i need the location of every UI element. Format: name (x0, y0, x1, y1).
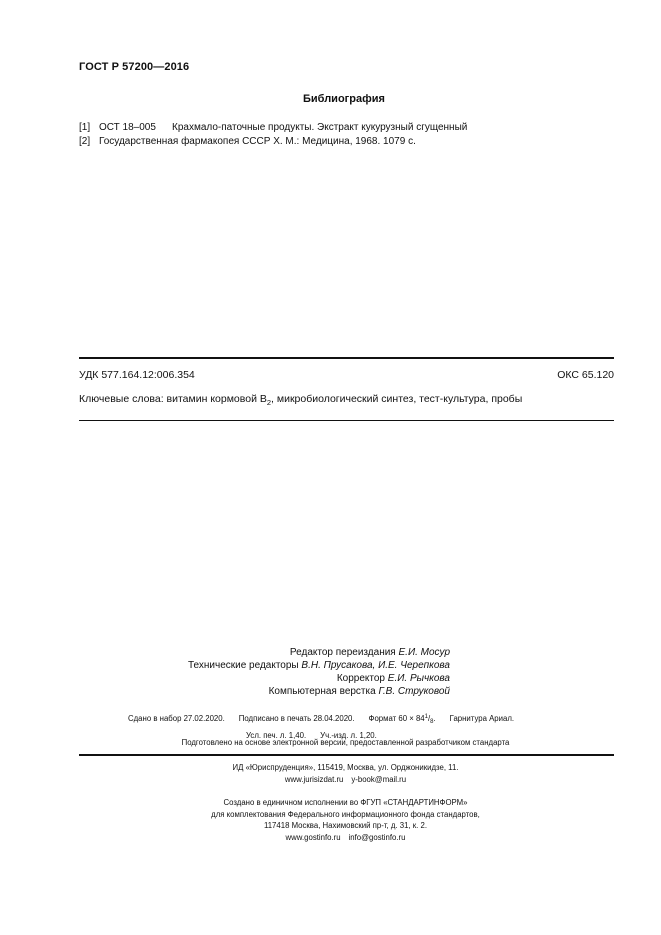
printer-site: www.gostinfo.ru (285, 832, 341, 842)
publisher-contacts (30, 774, 661, 786)
credit-tech-names: В.Н. Прусакова, И.Е. Черепкова (301, 660, 450, 671)
format-sup: 1 (424, 714, 428, 720)
format-sub: 8 (430, 719, 434, 725)
printer-email: info@gostinfo.ru (348, 832, 406, 842)
print-sheets: Усл. печ. л. 1,40. (246, 731, 307, 740)
format-slash: / (427, 714, 431, 723)
credit-layout-label: Компьютерная верстка (268, 686, 376, 697)
publisher-site: www.jurisizdat.ru (284, 775, 344, 784)
credit-layout-name: Г.В. Струковой (378, 686, 450, 697)
credit-editor-name: Е.И. Мосур (398, 647, 450, 658)
publisher-block (0, 762, 661, 786)
oks-code: ОКС 65.120 (557, 369, 614, 381)
credit-tech-editors (160, 659, 450, 672)
credit-corrector-label: Корректор (336, 673, 385, 684)
keywords-suffix: , микробиологический синтез, тест-культура, пробы (271, 393, 523, 405)
credit-tech-label: Технические редакторы (187, 660, 299, 671)
credit-editor-label: Редактор переиздания (289, 647, 396, 658)
keywords-divider (79, 420, 614, 421)
print-info-row (128, 710, 568, 729)
publisher-email: y-book@mail.ru (351, 775, 407, 784)
credit-corrector-name: Е.И. Рычкова (387, 673, 450, 684)
format-prefix: Формат 60 × 84 (368, 714, 425, 723)
paper-format (369, 714, 436, 723)
publisher-address: ИД «Юриспруденция», 115419, Москва, ул. Орджоникидзе, 11. (232, 763, 459, 772)
typeface: Гарнитура Ариал. (449, 714, 515, 723)
publisher-sheets: Уч.-изд. л. 1,20. (320, 731, 377, 740)
standard-code: ГОСТ Р 57200—2016 (79, 61, 190, 73)
prepared-note: Подготовлено на основе электронной версии, предоставленной разработчиком стандарта (181, 738, 510, 747)
keywords-prefix: Ключевые слова: витамин кормовой В (79, 393, 267, 405)
bottom-divider (79, 754, 614, 756)
udk-code: УДК 577.164.12:006.354 (79, 369, 195, 381)
signed-date: Подписано в печать 28.04.2020. (238, 714, 355, 723)
top-divider (79, 357, 614, 359)
bibliography-item-text: Крахмало-паточные продукты. Экстракт кукурузный сгущенный (172, 122, 468, 133)
credit-corrector (160, 672, 450, 685)
bibliography-item-text: Государственная фармакопея СССР X. М.: Медицина, 1968. 1079 с. (99, 136, 416, 147)
bibliography-list (79, 121, 467, 149)
printer-block (0, 797, 661, 843)
format-end: . (433, 714, 436, 723)
printer-line: Создано в единичном исполнении во ФГУП «СТАНДАРТИНФОРМ» (223, 798, 468, 807)
bibliography-item (79, 135, 467, 149)
bibliography-item-number: [1] (79, 122, 91, 133)
keywords-line (79, 393, 522, 407)
printer-line: для комплектования Федерального информационного фонда стандартов, (211, 809, 480, 819)
credits-block (160, 646, 450, 698)
keywords-subscript: 2 (266, 398, 272, 407)
submitted-date: Сдано в набор 27.02.2020. (128, 714, 225, 723)
credit-editor (160, 646, 450, 659)
bibliography-item (79, 121, 467, 135)
bibliography-item-number: [2] (79, 136, 91, 147)
bibliography-item-code: ОСТ 18–005 (99, 122, 156, 133)
printer-contacts (30, 832, 661, 844)
printer-line: 117418 Москва, Нахимовский пр-т, д. 31, к. 2. (263, 821, 428, 830)
bibliography-title: Библиография (303, 93, 385, 105)
credit-layout (160, 685, 450, 698)
